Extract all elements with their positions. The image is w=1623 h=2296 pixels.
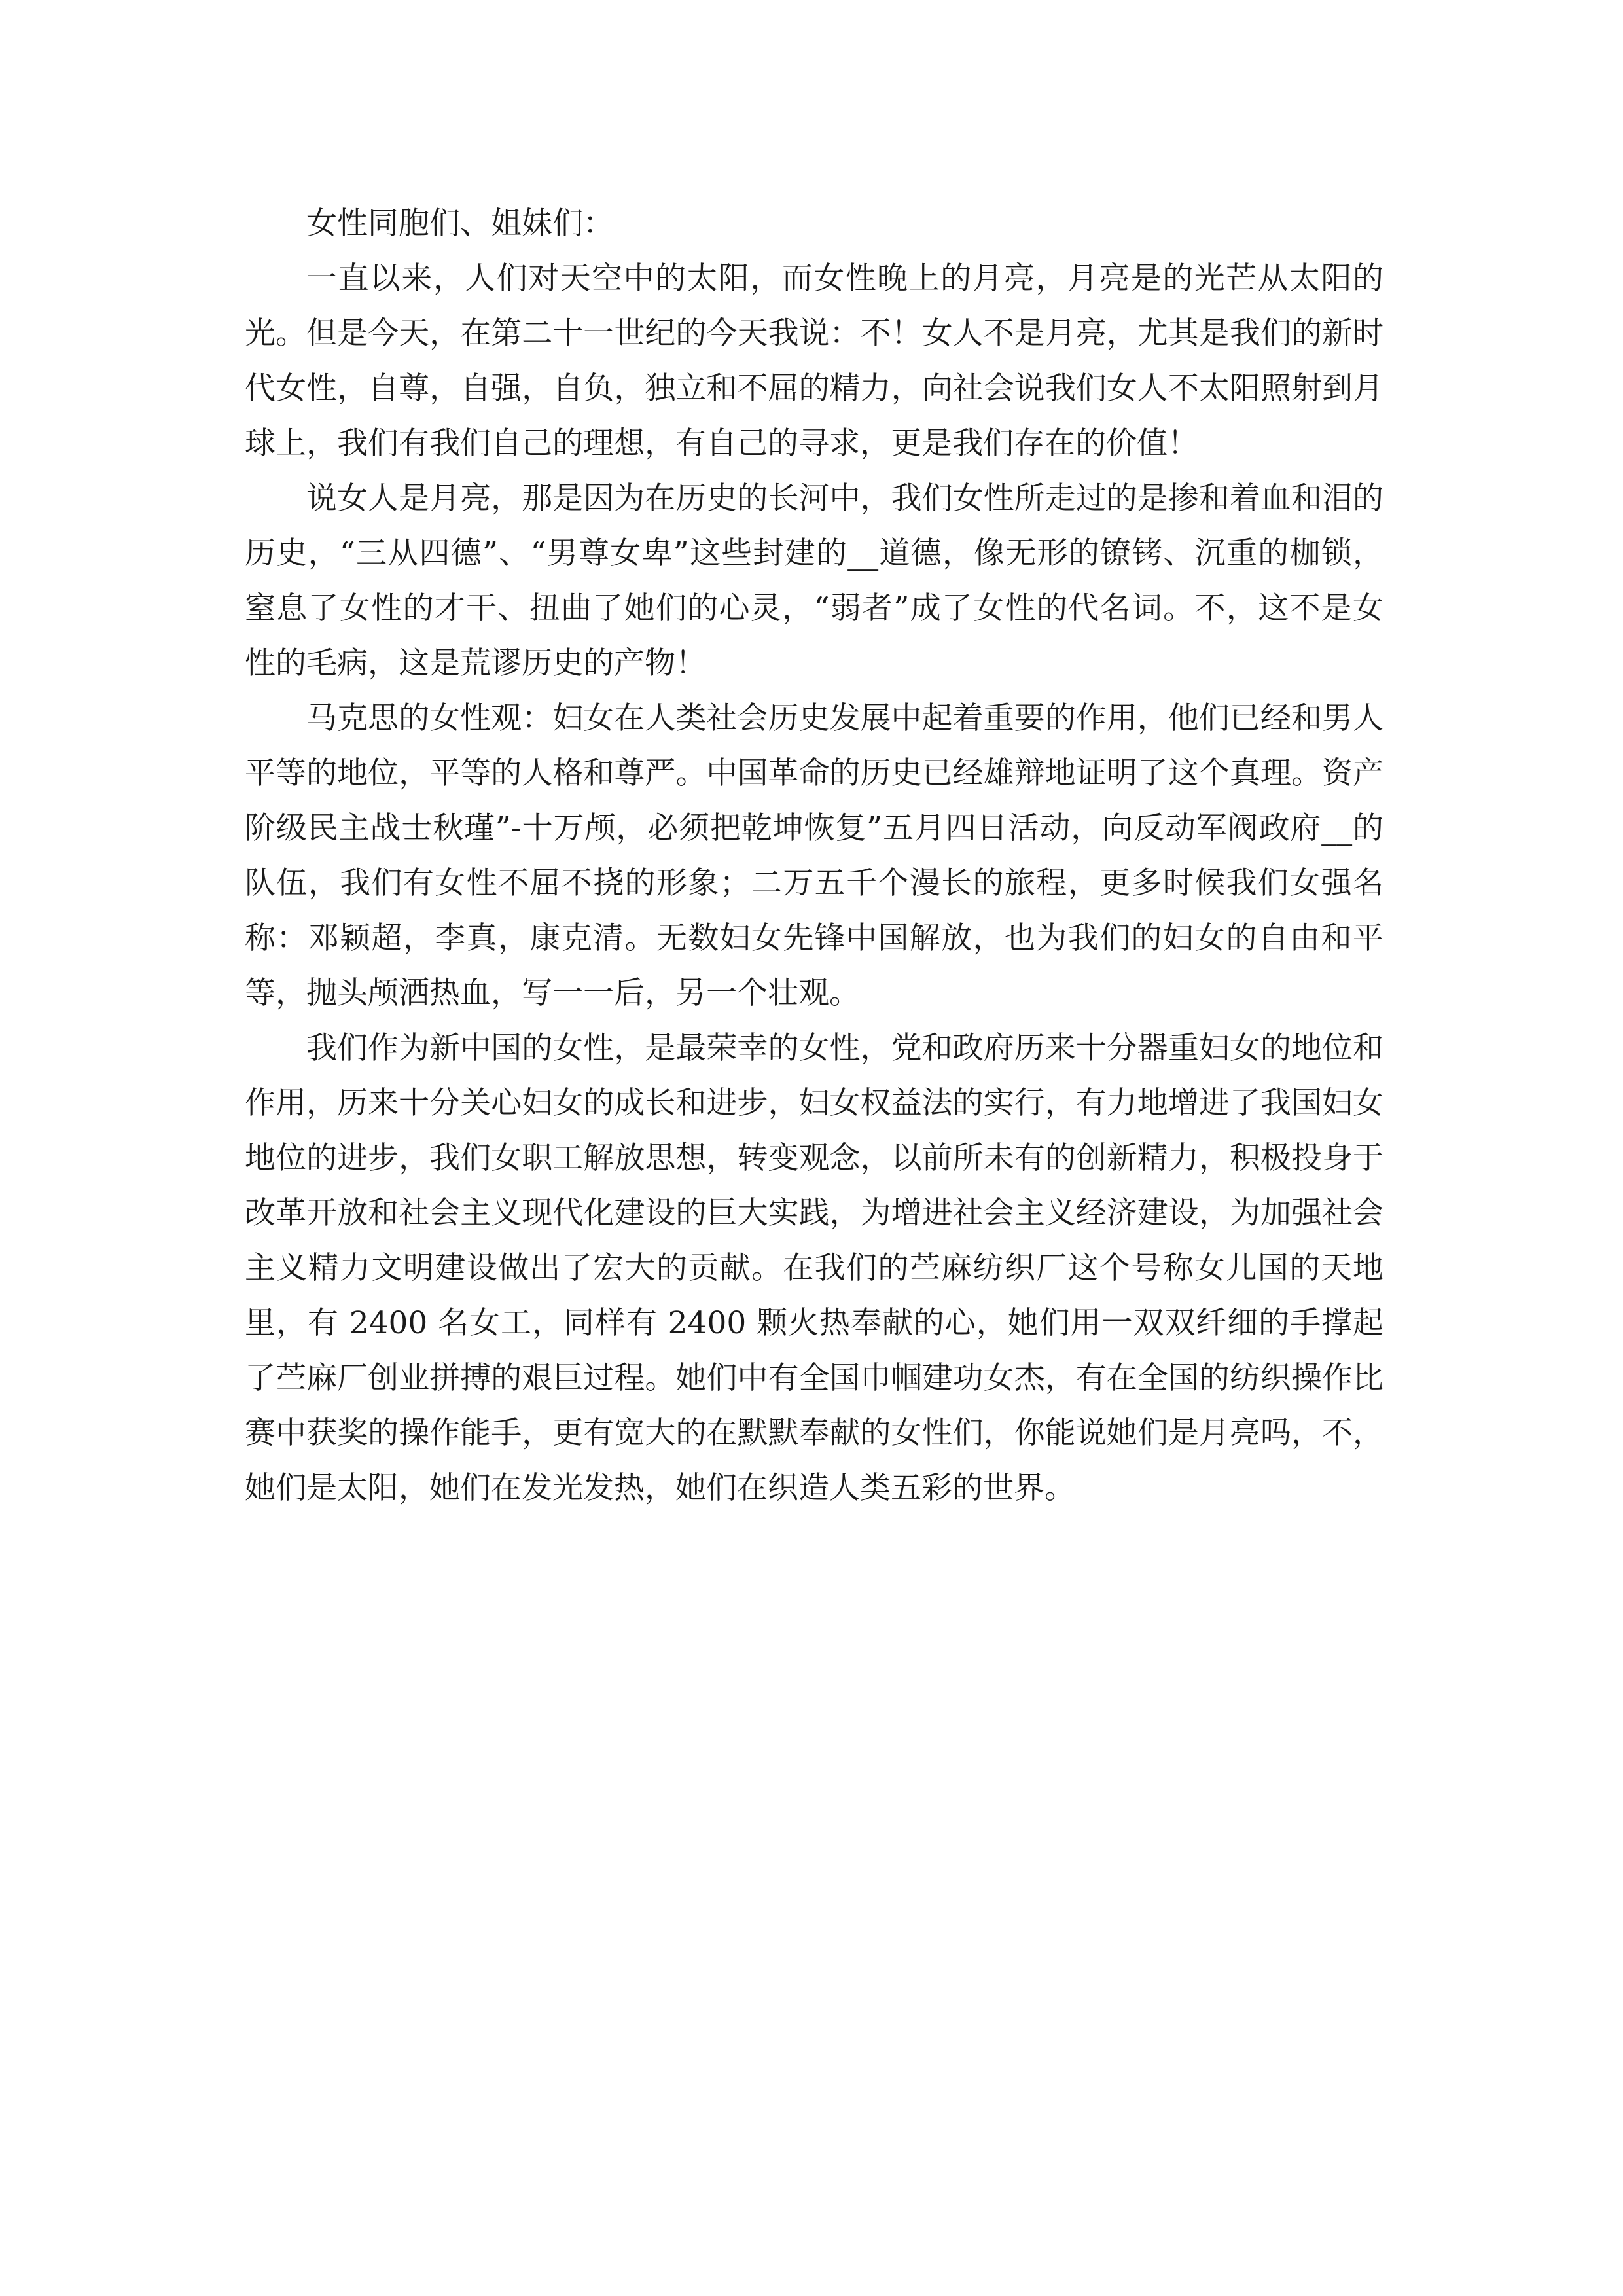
paragraph: 我们作为新中国的女性，是最荣幸的女性，党和政府历来十分器重妇女的地位和作用，历来十分关心妇女的成长和进步，妇女权益法的实行，有力地增进了我国妇女地位的进步，我们女职工解放思想，转变观念，以前所未有的创新精力，积极投身于改革开放和社会主义现代化建设的巨大实践，为增进社会主义经济建设，为加强社会主义精力文明建设做出了宏大的贡献。在我们的苎麻纺织厂这个号称女儿国的天地里，有 2400 名女工，同样有 2400 颗火热奉献的心，她们用一双双纤细的手撑起了苎麻厂创业拼搏的艰巨过程。她们中有全国巾帼建功女杰，有在全国的纺织操作比赛中获奖的操作能手，更有宽大的在默默奉献的女性们，你能说她们是月亮吗，不，她们是太阳，她们在发光发热，她们在织造人类五彩的世界。 <box>245 1030 1383 1506</box>
paragraph: 说女人是月亮，那是因为在历史的长河中，我们女性所走过的是掺和着血和泪的历史，“三从四德”、“男尊女卑”这些封建的__道德，像无形的镣铐、沉重的枷锁，窒息了女性的才干、扭曲了她们的心灵，“弱者”成了女性的代名词。不，这不是女性的毛病，这是荒谬历史的产物！ <box>245 480 1383 681</box>
document-body <box>245 196 1383 1516</box>
salutation: 女性同胞们、姐妹们： <box>306 206 614 242</box>
paragraph: 一直以来，人们对天空中的太阳，而女性晚上的月亮，月亮是的光芒从太阳的光。但是今天，在第二十一世纪的今天我说：不！女人不是月亮，尤其是我们的新时代女性，自尊，自强，自负，独立和不屈的精力，向社会说我们女人不太阳照射到月球上，我们有我们自己的理想，有自己的寻求，更是我们存在的价值！ <box>245 260 1383 461</box>
paragraph: 马克思的女性观：妇女在人类社会历史发展中起着重要的作用，他们已经和男人平等的地位，平等的人格和尊严。中国革命的历史已经雄辩地证明了这个真理。资产阶级民主战士秋瑾”-十万颅，必须把乾坤恢复”五月四日活动，向反动军阀政府__的队伍，我们有女性不屈不挠的形象；二万五千个漫长的旅程，更多时候我们女强名称：邓颖超，李真，康克清。无数妇女先锋中国解放，也为我们的妇女的自由和平等，抛头颅洒热血，写一一后，另一个壮观。 <box>245 700 1383 1011</box>
